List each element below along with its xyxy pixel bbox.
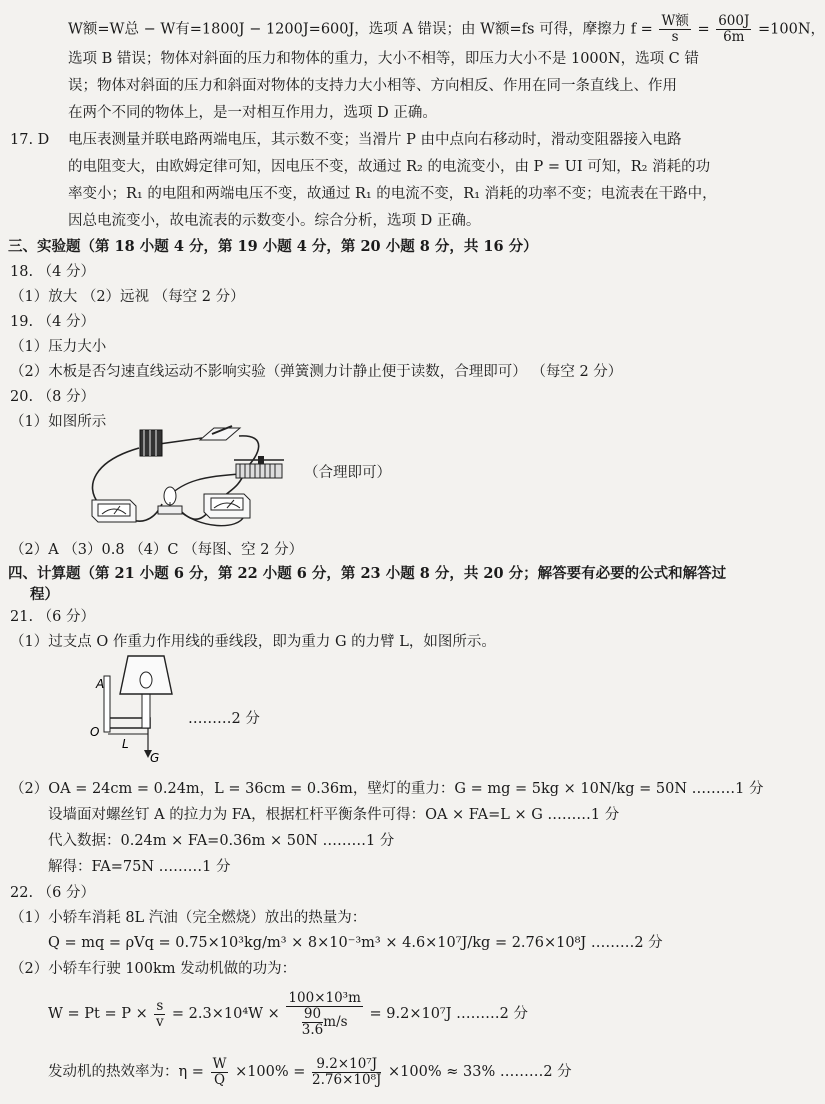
lamp-post — [142, 692, 150, 728]
speed-fraction — [302, 1007, 323, 1038]
q19-answer-1: （1）压力大小 — [10, 339, 107, 355]
efficiency-q: Q — [213, 1071, 226, 1088]
efficiency-w-over-q — [211, 1057, 229, 1088]
q21-answer-2-line-2: 设墙面对螺丝钉 A 的拉力为 FA，根据杠杆平衡条件可得：OA × FA=L × G ………1 分 — [48, 807, 620, 823]
voltmeter-icon — [204, 494, 250, 518]
efficiency-mid: ×100% = — [235, 1064, 306, 1080]
label-L: L — [122, 737, 129, 751]
q19-answer-2: （2）木板是否匀速直线运动不影响实验（弹簧测力计静止便于读数，合理即可） （每空 2 分） — [10, 364, 623, 380]
friction-fraction-2 — [716, 14, 751, 45]
wall-plate — [104, 676, 110, 732]
section-3-heading: 三、实验题（第 18 小题 4 分，第 19 小题 4 分，第 20 小题 8 分，共 16 分） — [8, 238, 538, 255]
q16-line-1-text: W额=W总 − W有=1800J − 1200J=600J，选项 A 错误；由 W额=fs 可得，摩擦力 f = — [68, 21, 653, 38]
friction-denominator-2: 6m — [723, 29, 745, 45]
efficiency-lhs: 发动机的热效率为：η = — [48, 1064, 204, 1080]
speed-denominator: 3.6 — [301, 1021, 324, 1038]
q21-answer-2-line-3: 代入数据：0.24m × FA=0.36m × 50N ………1 分 — [48, 833, 395, 849]
q22-answer-2: （2）小轿车行驶 100km 发动机做的功为： — [10, 961, 297, 977]
speed-numerator: 90 — [302, 1007, 323, 1023]
q16-line-2: 选项 B 错误；物体对斜面的压力和物体的重力，大小不相等，即压力大小不是 1000N，选项 C 错 — [68, 51, 699, 67]
efficiency-work-value: 9.2×10⁷J — [312, 1057, 381, 1073]
efficiency-values-fraction — [312, 1057, 381, 1088]
label-O: O — [90, 725, 100, 739]
work-s: s — [156, 997, 164, 1014]
rheostat-icon — [234, 456, 284, 478]
work-mid: = 2.3×10⁴W × — [171, 1006, 280, 1022]
wire-battery-ammeter — [92, 448, 139, 504]
lamp-bulb-icon — [140, 672, 152, 688]
battery-icon — [140, 430, 162, 456]
q21-answer-2-line-1: （2）OA = 24cm = 0.24m，L = 36cm = 0.36m，壁灯的重力：G = mg = 5kg × 10N/kg = 50N ………1 分 — [10, 781, 764, 797]
q20-number: 20. （8 分） — [10, 389, 96, 405]
wire-lamp-rheostat — [169, 474, 242, 496]
q20-answer-2: （2）A （3）0.8 （4）C （每图、空 2 分） — [10, 542, 304, 558]
q22-heat-equation: Q = mq = ρVq = 0.75×10³kg/m³ × 8×10⁻³m³ × 4.6×10⁷J/kg = 2.76×10⁸J ………2 分 — [48, 935, 663, 951]
q16-line-3: 误；物体对斜面的压力和斜面对物体的支持力大小相等、方向相反、作用在同一条直线上、作用 — [68, 78, 677, 94]
switch-icon — [200, 426, 240, 440]
q16-line-4: 在两个不同的物体上，是一对相互作用力，选项 D 正确。 — [68, 105, 437, 121]
q17-number: 17. D — [10, 132, 50, 148]
bulb-icon — [158, 487, 182, 514]
speed-unit: m/s — [323, 1013, 348, 1030]
q20-note: （合理即可） — [304, 465, 391, 481]
work-rhs: = 9.2×10⁷J ………2 分 — [369, 1006, 529, 1022]
friction-denominator: s — [671, 29, 679, 45]
q22-work-equation — [48, 984, 528, 1044]
friction-numerator: W额 — [661, 13, 689, 29]
q21-figure-score: ………2 分 — [188, 711, 260, 727]
q17-line-4: 因总电流变小，故电流表的示数变小。综合分析，选项 D 正确。 — [68, 213, 481, 229]
label-G: G — [150, 751, 160, 765]
q20-answer-1: （1）如图所示 — [10, 414, 107, 430]
section-4-heading-cont: 程） — [30, 586, 59, 603]
ammeter-icon — [92, 500, 136, 522]
circuit-diagram — [64, 426, 314, 536]
q18-number: 18. （4 分） — [10, 264, 96, 280]
lamp-lever-diagram — [88, 654, 188, 764]
q22-answer-1: （1）小轿车消耗 8L 汽油（完全燃烧）放出的热量为： — [10, 910, 367, 926]
friction-fraction-1 — [659, 14, 690, 45]
q21-answer-2-line-4: 解得：FA=75N ………1 分 — [48, 859, 231, 875]
wire-switch-rheostat — [239, 436, 259, 468]
q22-efficiency-equation — [48, 1052, 572, 1092]
work-distance-over-speed — [286, 991, 362, 1038]
section-4-heading: 四、计算题（第 21 小题 6 分，第 22 小题 6 分，第 23 小题 8 分，共 20 分；解答要有必要的公式和解答过 — [8, 565, 727, 582]
work-speed — [286, 1007, 362, 1038]
q17-line-2: 的电阻变大，由欧姆定律可知，因电压不变，故通过 R₂ 的电流变小，由 P = UI 可知，R₂ 消耗的功 — [68, 159, 711, 175]
work-v: v — [156, 1013, 164, 1030]
friction-result: =100N， — [758, 21, 825, 38]
q21-answer-1: （1）过支点 O 作重力作用线的垂线段，即为重力 G 的力臂 L，如图所示。 — [10, 634, 496, 650]
work-lhs: W = Pt = P × — [48, 1006, 148, 1022]
q17-line-3: 率变小；R₁ 的电阻和两端电压不变，故通过 R₁ 的电流不变，R₁ 消耗的功率不变；电流表在干路中， — [68, 186, 717, 202]
label-A: A — [96, 677, 105, 691]
q17-line-1: 电压表测量并联电路两端电压，其示数不变；当滑片 P 由中点向右移动时，滑动变阻器接入电路 — [68, 132, 682, 148]
q21-number: 21. （6 分） — [10, 609, 96, 625]
wire-battery-switch — [159, 438, 202, 444]
q18-answer: （1）放大 （2）远视 （每空 2 分） — [10, 289, 245, 305]
efficiency-w: W — [212, 1055, 227, 1072]
q16-line-1 — [68, 14, 825, 45]
q22-number: 22. （6 分） — [10, 885, 96, 901]
q19-number: 19. （4 分） — [10, 314, 96, 330]
friction-numerator-2: 600J — [718, 13, 750, 29]
efficiency-heat-value: 2.76×10⁸J — [312, 1071, 382, 1088]
efficiency-rhs: ×100% ≈ 33% ………2 分 — [388, 1064, 572, 1080]
work-distance: 100×10³m — [288, 989, 361, 1006]
work-s-over-v — [154, 999, 165, 1030]
friction-eq: = — [697, 21, 710, 38]
